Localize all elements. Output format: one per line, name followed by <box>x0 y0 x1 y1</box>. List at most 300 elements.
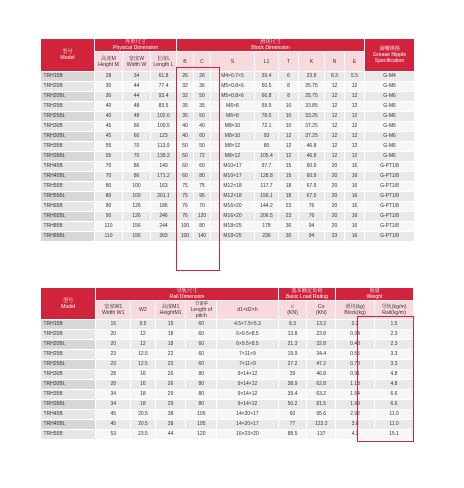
value-cell: 100.5 <box>151 122 177 132</box>
value-cell: 0.2 <box>336 320 375 330</box>
model-cell: TRH25B <box>41 350 96 360</box>
model-cell: TRH35BL <box>41 400 96 410</box>
value-cell: 36 <box>194 82 211 92</box>
value-cell: 26 <box>155 370 186 380</box>
value-cell: M16×20 <box>211 212 255 222</box>
value-cell: 102.6 <box>151 112 177 122</box>
value-cell: 1.99 <box>336 400 375 410</box>
table-row <box>41 92 415 102</box>
value-cell: 30 <box>279 222 299 232</box>
value-cell: 0.34 <box>336 330 375 340</box>
value-cell: 70 <box>95 162 123 172</box>
col-n-header: N <box>325 52 345 72</box>
w1-header: 宽度W1 Width W1 <box>96 301 131 320</box>
value-cell: 6.6 <box>375 390 414 400</box>
value-cell: 38 <box>155 410 186 420</box>
value-cell: 14×20×17 <box>217 420 279 430</box>
value-cell: 12 <box>325 112 345 122</box>
value-cell: M5×0.8×6 <box>211 92 255 102</box>
value-cell: 8 <box>279 82 299 92</box>
value-cell: 2.92 <box>336 410 375 420</box>
value-cell: 128.8 <box>255 172 279 182</box>
value-cell: 60 <box>186 350 217 360</box>
value-cell: 244 <box>151 222 177 232</box>
table-row <box>41 182 415 192</box>
value-cell: 40 <box>177 132 194 142</box>
value-cell: 28 <box>96 380 131 390</box>
value-cell: 35 <box>194 102 211 112</box>
value-cell: 32 <box>177 82 194 92</box>
value-cell: 5.5 <box>345 72 365 82</box>
value-cell: 23 <box>279 212 299 222</box>
model-cell: TRH45BL <box>41 172 95 182</box>
value-cell: M12×18 <box>211 182 255 192</box>
table-row <box>41 340 414 350</box>
value-cell: 75 <box>177 182 194 192</box>
value-cell: 9.5 <box>131 320 156 330</box>
value-cell: 13.8 <box>278 330 307 340</box>
value-cell: M10×17 <box>211 172 255 182</box>
block-dimension-header: 滑块尺寸 Block Dimension <box>177 39 365 52</box>
value-cell: 15 <box>279 172 299 182</box>
value-cell: 44 <box>123 82 151 92</box>
value-cell: 16 <box>345 192 365 202</box>
value-cell: 39.4 <box>255 72 279 82</box>
value-cell: 60 <box>177 162 194 172</box>
value-cell: 12 <box>345 82 365 92</box>
value-cell: 1.18 <box>336 380 375 390</box>
value-cell: 26 <box>194 72 211 82</box>
value-cell: 23 <box>96 350 131 360</box>
value-cell: 0.73 <box>336 360 375 370</box>
value-cell: 80 <box>186 380 217 390</box>
value-cell: 70 <box>123 142 151 152</box>
table-row <box>41 172 415 182</box>
table-row <box>41 350 414 360</box>
rail-weight-header: 导轨(kg/m) Rail(kg/m) <box>375 301 414 320</box>
value-cell: 12 <box>345 102 365 112</box>
value-cell: 10 <box>279 122 299 132</box>
value-cell: 186 <box>151 202 177 212</box>
value-cell: 7×11×9 <box>217 360 279 370</box>
value-cell: 60 <box>177 172 194 182</box>
value-cell: 95 <box>194 192 211 202</box>
value-cell: 117.7 <box>255 182 279 192</box>
value-cell: 12 <box>345 92 365 102</box>
value-cell: 33.85 <box>299 102 325 112</box>
value-cell: M5×0.8×6 <box>211 82 255 92</box>
value-cell: M8×10 <box>211 122 255 132</box>
value-cell: 22 <box>155 350 186 360</box>
value-cell: 48 <box>123 112 151 122</box>
value-cell: 246 <box>151 212 177 222</box>
value-cell: G-PT1/8 <box>365 172 415 182</box>
value-cell: G-M6 <box>365 112 415 122</box>
co-header: Co (KN) <box>307 301 336 320</box>
value-cell: 18 <box>279 192 299 202</box>
value-cell: 12 <box>279 142 299 152</box>
value-cell: 12 <box>325 142 345 152</box>
value-cell: 75 <box>177 192 194 202</box>
value-cell: 20 <box>325 182 345 192</box>
value-cell: 156 <box>123 222 151 232</box>
value-cell: 12 <box>325 122 345 132</box>
table-row <box>41 380 414 390</box>
value-cell: 20 <box>325 222 345 232</box>
block-dimension-table <box>40 38 415 242</box>
rail-dimension-table <box>40 287 414 440</box>
value-cell: M6×8 <box>211 102 255 112</box>
value-cell: 70 <box>194 202 211 212</box>
value-cell: 50.2 <box>278 400 307 410</box>
value-cell: 6 <box>279 72 299 82</box>
col-l1-header: L1 <box>255 52 279 72</box>
model-cell: TRH45B <box>41 162 95 172</box>
value-cell: 9×14×12 <box>217 390 279 400</box>
value-cell: 67.5 <box>299 192 325 202</box>
value-cell: 171.2 <box>151 172 177 182</box>
value-cell: 50.5 <box>255 82 279 92</box>
value-cell: 60 <box>123 122 151 132</box>
value-cell: 80 <box>95 192 123 202</box>
col-b-header: B <box>177 52 194 72</box>
value-cell: 16 <box>345 212 365 222</box>
table-row <box>41 142 415 152</box>
value-cell: 12.5 <box>131 350 156 360</box>
value-cell: G-M6 <box>365 122 415 132</box>
value-cell: 4.8 <box>375 370 414 380</box>
value-cell: 126 <box>123 202 151 212</box>
model-cell: TRH20BL <box>41 92 95 102</box>
value-cell: 61.8 <box>151 72 177 82</box>
value-cell: 156.1 <box>255 192 279 202</box>
value-cell: 60 <box>186 320 217 330</box>
value-cell: 50 <box>177 152 194 162</box>
value-cell: G-PT1/8 <box>365 232 415 242</box>
value-cell: 20 <box>325 172 345 182</box>
value-cell: 80 <box>95 182 123 192</box>
value-cell: 4.3 <box>336 430 375 440</box>
value-cell: 10 <box>279 102 299 112</box>
value-cell: 60 <box>186 360 217 370</box>
value-cell: 105 <box>186 420 217 430</box>
value-cell: 35 <box>177 102 194 112</box>
value-cell: 16 <box>345 222 365 232</box>
value-cell: 3.3 <box>375 350 414 360</box>
value-cell: G-M6 <box>365 92 415 102</box>
table-row <box>41 192 415 202</box>
value-cell: 12.5 <box>131 360 156 370</box>
value-cell: 23.5 <box>131 430 156 440</box>
rail-dimension-header: 导轨尺寸 Rail Dimension <box>96 288 278 301</box>
value-cell: 2.3 <box>375 330 414 340</box>
value-cell: 76 <box>177 212 194 222</box>
value-cell: 14×20×17 <box>217 410 279 420</box>
value-cell: M18×25 <box>211 232 255 242</box>
value-cell: M4×0.7×5 <box>211 72 255 82</box>
value-cell: 19.9 <box>278 350 307 360</box>
value-cell: 12 <box>345 112 365 122</box>
value-cell: 25.75 <box>299 82 325 92</box>
value-cell: 32.8 <box>307 340 336 350</box>
value-cell: 30 <box>279 232 299 242</box>
value-cell: 100 <box>177 232 194 242</box>
value-cell: G-M6 <box>365 132 415 142</box>
value-cell: M16×20 <box>211 202 255 212</box>
value-cell: 72.1 <box>255 122 279 132</box>
value-cell: 11.0 <box>375 420 414 430</box>
model-cell: TRH35B <box>41 390 96 400</box>
value-cell: 80 <box>194 222 211 232</box>
value-cell: M6×8 <box>211 112 255 122</box>
value-cell: 137 <box>307 430 336 440</box>
value-cell: 12 <box>279 152 299 162</box>
value-cell: 63.2 <box>307 390 336 400</box>
value-cell: 156 <box>123 232 151 242</box>
value-cell: 55 <box>95 152 123 162</box>
value-cell: M18×25 <box>211 222 255 232</box>
table-row <box>41 122 415 132</box>
table-row <box>41 152 415 162</box>
value-cell: 38 <box>155 420 186 430</box>
table-row <box>41 202 415 212</box>
value-cell: 126 <box>123 212 151 222</box>
value-cell: 16 <box>345 172 365 182</box>
value-cell: 15 <box>96 320 131 330</box>
model-cell: TRH20B <box>41 82 95 92</box>
value-cell: 100 <box>123 192 151 202</box>
value-cell: 10 <box>279 112 299 122</box>
value-cell: 12 <box>131 340 156 350</box>
value-cell: 16 <box>345 232 365 242</box>
c-header: c (KN) <box>278 301 307 320</box>
value-cell: 6×9.5×8.5 <box>217 340 279 350</box>
value-cell: 76 <box>299 212 325 222</box>
value-cell: 123 <box>151 132 177 142</box>
value-cell: 27.2 <box>278 360 307 370</box>
value-cell: 12 <box>325 92 345 102</box>
value-cell: 16 <box>345 162 365 172</box>
value-cell: 178 <box>255 222 279 232</box>
value-cell: 80 <box>255 142 279 152</box>
col-c-header: C <box>194 52 211 72</box>
value-cell: G-PT1/8 <box>365 202 415 212</box>
value-cell: M8×12 <box>211 142 255 152</box>
value-cell: 40 <box>95 112 123 122</box>
model-cell: TRH65B <box>41 202 95 212</box>
value-cell: 70 <box>123 152 151 162</box>
value-cell: 94 <box>299 222 325 232</box>
value-cell: 45 <box>96 420 131 430</box>
value-cell: 12 <box>131 330 156 340</box>
value-cell: 32 <box>177 92 194 102</box>
value-cell: 16 <box>131 370 156 380</box>
value-cell: 18 <box>155 340 186 350</box>
value-cell: 48 <box>123 102 151 112</box>
value-cell: 47.2 <box>307 360 336 370</box>
value-cell: 123.2 <box>307 420 336 430</box>
value-cell: 97.7 <box>255 162 279 172</box>
table-row <box>41 420 414 430</box>
model-cell: TRH55B <box>41 182 95 192</box>
value-cell: 40 <box>95 102 123 112</box>
model-cell: TRH45BL <box>41 420 96 430</box>
value-cell: 45 <box>95 122 123 132</box>
value-cell: M8×12 <box>211 152 255 162</box>
value-cell: 201.1 <box>151 192 177 202</box>
value-cell: 50 <box>194 92 211 102</box>
value-cell: 4.8 <box>375 380 414 390</box>
value-cell: 86 <box>123 172 151 182</box>
value-cell: 100 <box>177 222 194 232</box>
value-cell: G-M6 <box>365 152 415 162</box>
value-cell: 23 <box>279 202 299 212</box>
model-cell: TRH15B <box>41 320 96 330</box>
value-cell: 110 <box>95 232 123 242</box>
value-cell: 11.0 <box>375 410 414 420</box>
value-cell: 20 <box>96 340 131 350</box>
value-cell: 15 <box>155 320 186 330</box>
value-cell: 120 <box>186 430 217 440</box>
value-cell: 62.8 <box>307 380 336 390</box>
value-cell: 45 <box>96 410 131 420</box>
m1-header: 高度M1 HeightM1 <box>155 301 186 320</box>
model-cell: TRH30B <box>41 370 96 380</box>
value-cell: 22 <box>155 360 186 370</box>
value-cell: 34 <box>96 400 131 410</box>
value-cell: 105.4 <box>255 152 279 162</box>
value-cell: 0.91 <box>336 370 375 380</box>
d1-header: d1×d2×h <box>217 301 279 320</box>
value-cell: 35 <box>177 112 194 122</box>
value-cell: 88.5 <box>278 430 307 440</box>
value-cell: M12×18 <box>211 192 255 202</box>
value-cell: 18 <box>131 400 156 410</box>
table-row <box>41 390 414 400</box>
value-cell: 60 <box>194 132 211 142</box>
value-cell: 37.25 <box>299 132 325 142</box>
length-header: 长度L Length L <box>151 52 177 72</box>
value-cell: 50 <box>194 112 211 122</box>
value-cell: 20 <box>325 212 345 222</box>
value-cell: 20 <box>325 202 345 212</box>
value-cell: G-PT1/8 <box>365 212 415 222</box>
value-cell: 105 <box>186 410 217 420</box>
value-cell: 30 <box>95 82 123 92</box>
value-cell: 60 <box>278 410 307 420</box>
value-cell: M8×10 <box>211 132 255 142</box>
value-cell: 20 <box>96 330 131 340</box>
col-k-header: K <box>299 52 325 72</box>
pitch-header: 节距F Length of pitch <box>186 301 217 320</box>
value-cell: 16 <box>345 202 365 212</box>
value-cell: 26 <box>155 380 186 390</box>
value-cell: 23.8 <box>307 330 336 340</box>
value-cell: 38.9 <box>278 380 307 390</box>
model-cell: TRH55BL <box>41 192 95 202</box>
value-cell: G-PT1/8 <box>365 192 415 202</box>
value-cell: 23.8 <box>299 72 325 82</box>
physical-dimension-header: 外形尺寸 Physical Dimension <box>95 39 177 52</box>
value-cell: 72 <box>194 152 211 162</box>
value-cell: 77 <box>278 420 307 430</box>
value-cell: G-M4 <box>365 72 415 82</box>
value-cell: 66.8 <box>255 92 279 102</box>
value-cell: 28 <box>96 370 131 380</box>
value-cell: 77.4 <box>151 82 177 92</box>
value-cell: 6×9.5×8.5 <box>217 330 279 340</box>
table-row <box>41 430 414 440</box>
value-cell: 12 <box>345 152 365 162</box>
value-cell: 3.3 <box>375 360 414 370</box>
rail-dimension-rows <box>41 320 414 440</box>
value-cell: 60.9 <box>299 162 325 172</box>
value-cell: 60 <box>194 162 211 172</box>
table-row <box>41 410 414 420</box>
value-cell: 23 <box>325 232 345 242</box>
model-cell: TRH35BL <box>41 152 95 162</box>
value-cell: 80 <box>194 172 211 182</box>
grease-nipple-header: 油嘴规格 Grease Nipple Specification <box>365 39 415 72</box>
value-cell: 163 <box>151 182 177 192</box>
table-row <box>41 232 415 242</box>
table-row <box>41 112 415 122</box>
value-cell: 80 <box>186 400 217 410</box>
value-cell: 15 <box>279 162 299 172</box>
table-row <box>41 212 415 222</box>
value-cell: 140 <box>194 232 211 242</box>
value-cell: 20 <box>325 192 345 202</box>
value-cell: 67.5 <box>299 182 325 192</box>
value-cell: 95.6 <box>307 410 336 420</box>
value-cell: 23 <box>96 360 131 370</box>
value-cell: 12 <box>325 132 345 142</box>
value-cell: 80 <box>186 390 217 400</box>
model-cell: TRH30BL <box>41 380 96 390</box>
value-cell: 236 <box>255 232 279 242</box>
value-cell: 12 <box>345 132 365 142</box>
value-cell: 60 <box>123 132 151 142</box>
value-cell: 60 <box>186 340 217 350</box>
value-cell: 81.5 <box>307 400 336 410</box>
value-cell: 18 <box>279 182 299 192</box>
value-cell: 139.2 <box>151 152 177 162</box>
table-row <box>41 370 414 380</box>
value-cell: 113.9 <box>151 142 177 152</box>
value-cell: 18 <box>155 330 186 340</box>
value-cell: 40 <box>194 122 211 132</box>
weight-header: 重量 Weight <box>336 288 414 301</box>
value-cell: 9×14×12 <box>217 380 279 390</box>
value-cell: 12 <box>325 152 345 162</box>
value-cell: 12 <box>345 142 365 152</box>
value-cell: 93 <box>255 132 279 142</box>
value-cell: 15.1 <box>375 430 414 440</box>
value-cell: G-PT1/8 <box>365 182 415 192</box>
value-cell: 30 <box>95 92 123 102</box>
value-cell: 303 <box>151 232 177 242</box>
model-cell: TRH15B <box>41 72 95 82</box>
value-cell: 25.75 <box>299 92 325 102</box>
value-cell: 53 <box>96 430 131 440</box>
model-cell: TRH25BL <box>41 360 96 370</box>
value-cell: 13.2 <box>307 320 336 330</box>
value-cell: 80 <box>186 370 217 380</box>
value-cell: 144.2 <box>255 202 279 212</box>
value-cell: 78.6 <box>255 112 279 122</box>
value-cell: 94 <box>299 232 325 242</box>
value-cell: 140 <box>151 162 177 172</box>
